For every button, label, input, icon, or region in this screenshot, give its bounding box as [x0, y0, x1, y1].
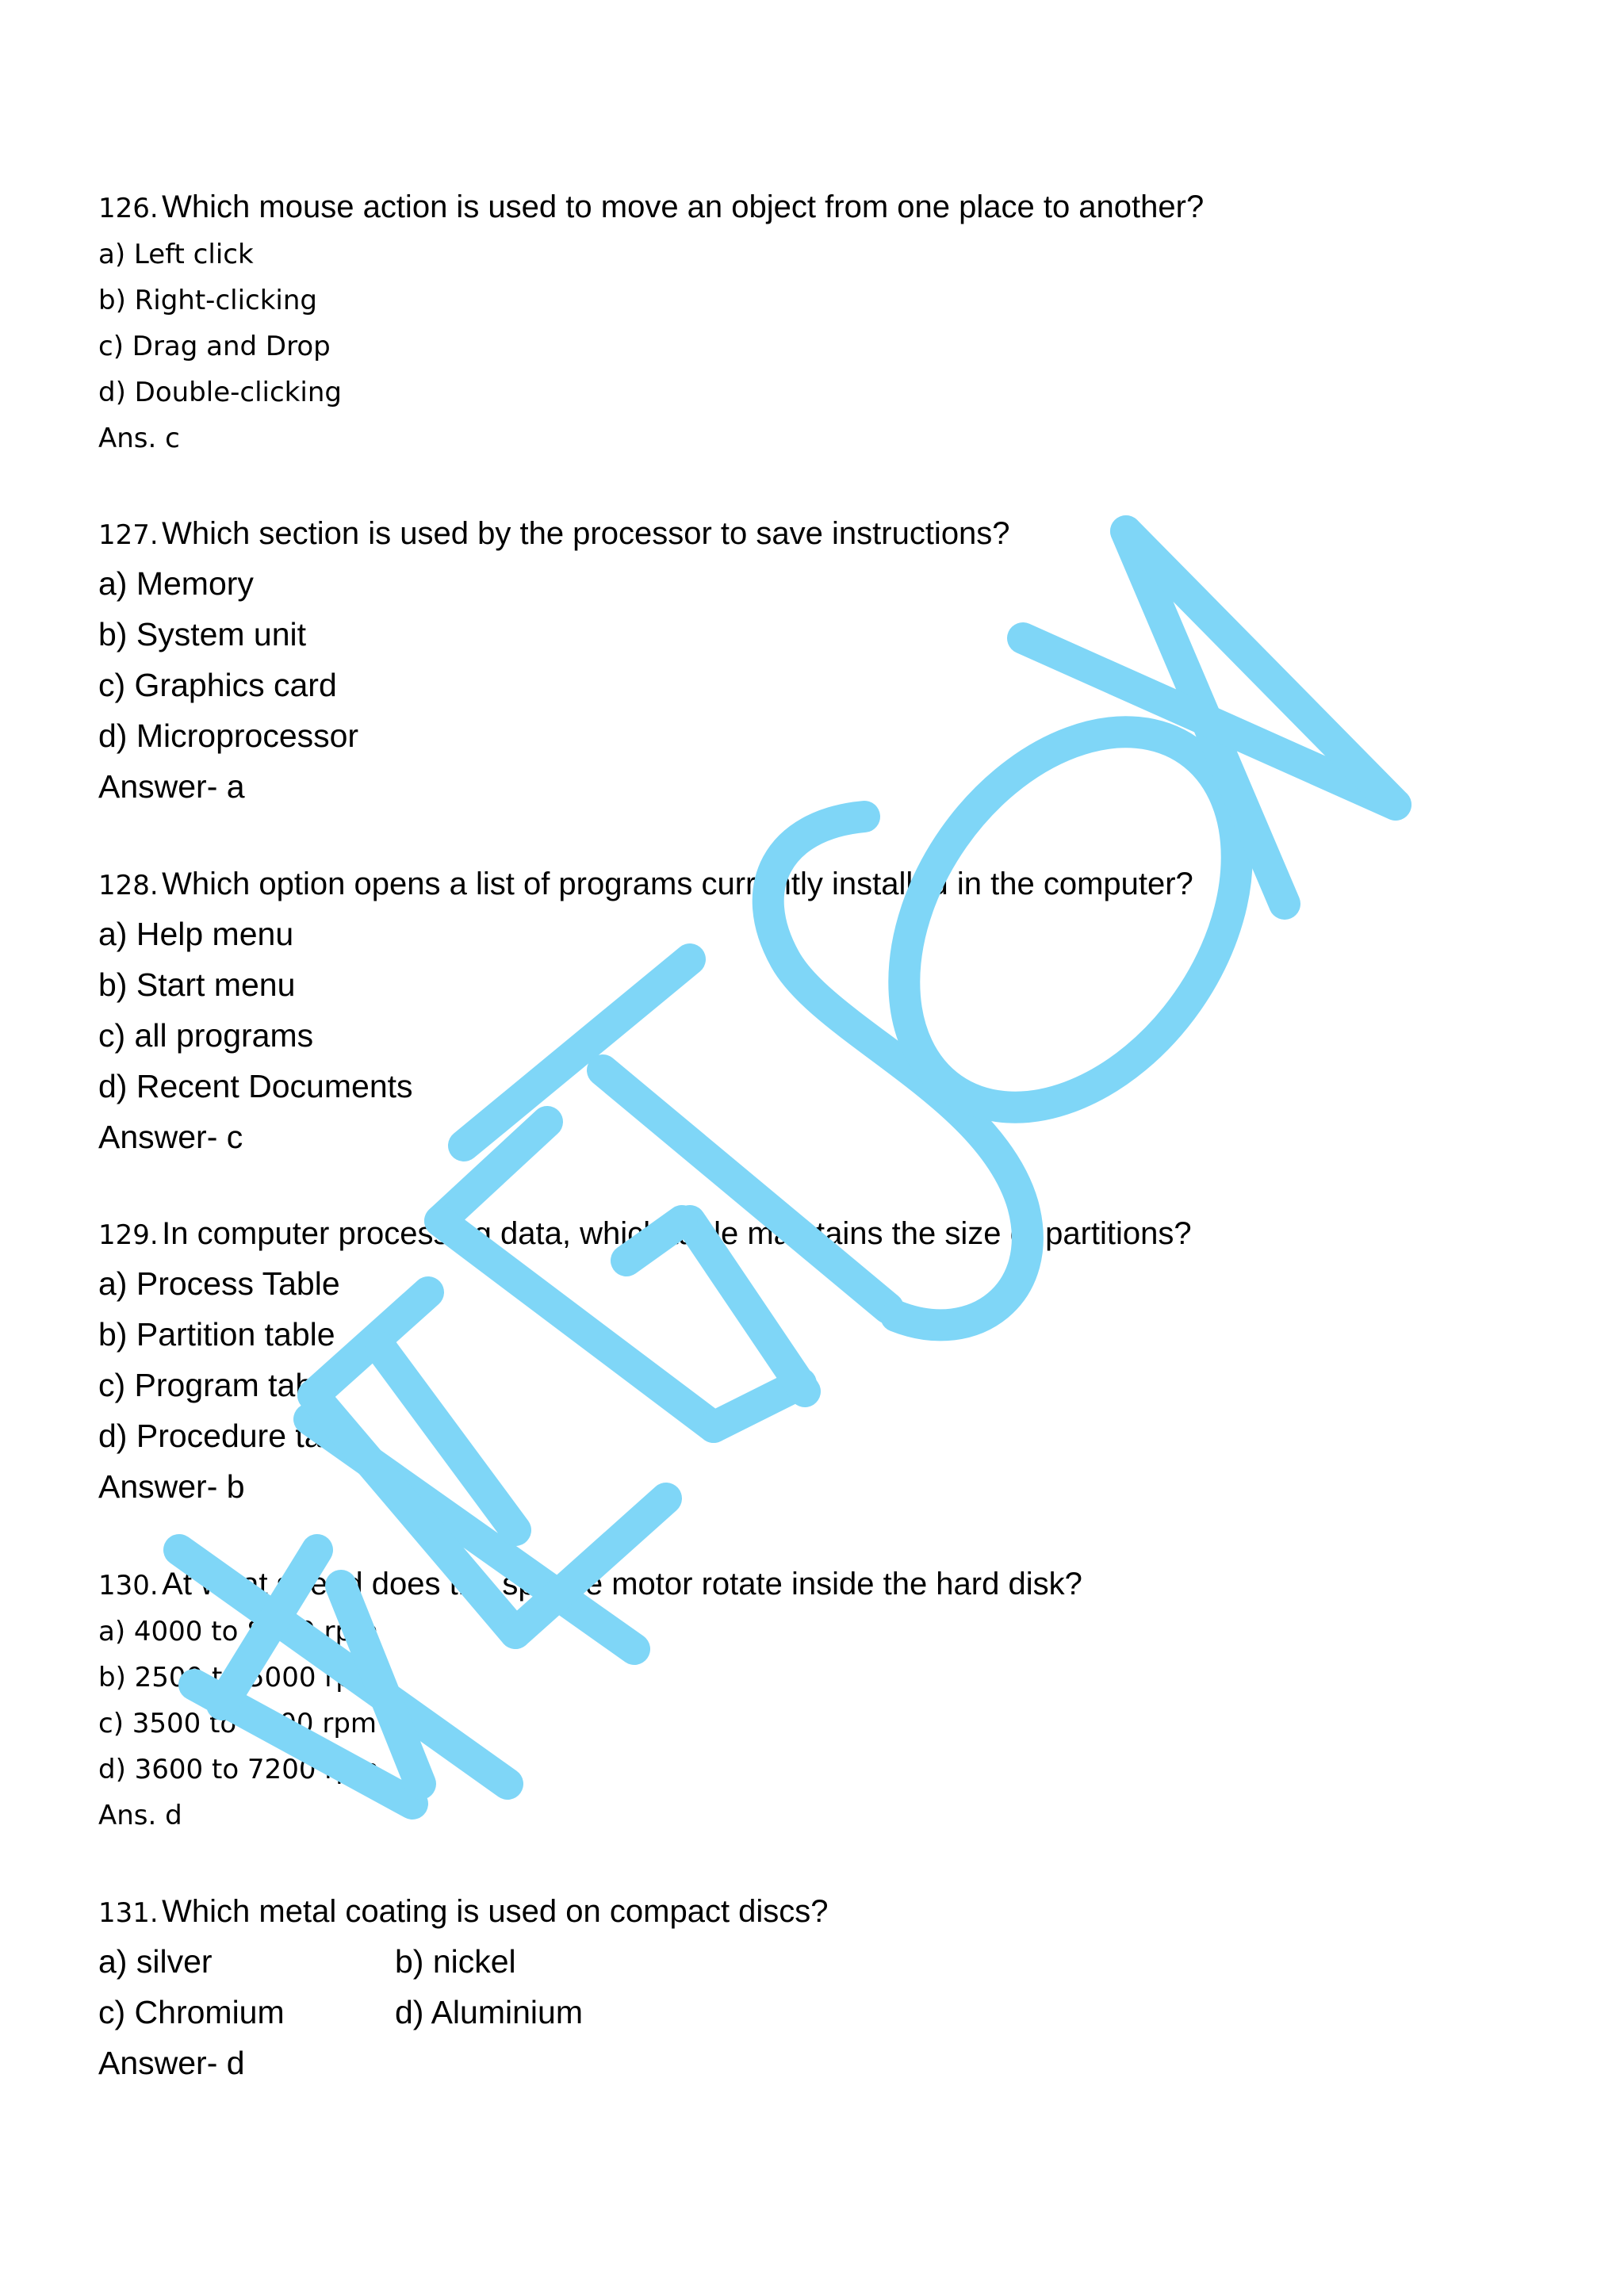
question-text: In computer processing data, which table maintains the size of partitions? — [162, 1216, 1192, 1251]
answer: Ans. d — [98, 1800, 182, 1831]
question-text: At what speed does the spindle motor rotate inside the hard disk? — [162, 1567, 1082, 1601]
question-text: Which option opens a list of programs currently installed in the computer? — [162, 867, 1193, 901]
question-127 — [98, 509, 1510, 812]
option-b: b) nickel — [395, 1943, 516, 1980]
option-d: d) Recent Documents — [98, 1068, 413, 1104]
option-c: c) Chromium — [98, 1994, 285, 2030]
question-number: 127. — [98, 519, 159, 551]
option-b: b) Right-clicking — [98, 285, 318, 316]
answer: Ans. c — [98, 423, 180, 454]
question-number: 130. — [98, 1570, 159, 1601]
options-row-1 — [98, 1936, 1510, 1987]
option-b: b) System unit — [98, 616, 307, 652]
question-128 — [98, 859, 1510, 1162]
question-number: 128. — [98, 870, 159, 901]
option-d: d) 3600 to 7200 rpm — [98, 1754, 379, 1785]
answer: Answer- a — [98, 768, 245, 805]
option-d: d) Microprocessor — [98, 718, 359, 754]
option-d: d) Double-clicking — [98, 377, 342, 408]
answer: Answer- c — [98, 1119, 243, 1155]
question-number: 129. — [98, 1219, 159, 1251]
question-129 — [98, 1209, 1510, 1512]
option-a: a) 4000 to 8000 rpm — [98, 1616, 379, 1647]
option-c: c) Program table — [98, 1367, 339, 1403]
answer: Answer- d — [98, 2045, 245, 2081]
option-a: a) Memory — [98, 565, 254, 602]
option-c: c) Graphics card — [98, 667, 337, 703]
option-d: d) Aluminium — [395, 1994, 583, 2030]
option-c: c) 3500 to 6000 rpm — [98, 1708, 377, 1739]
option-a: a) Left click — [98, 239, 254, 270]
answer: Answer- b — [98, 1468, 245, 1505]
question-number: 131. — [98, 1897, 159, 1929]
option-b: b) Partition table — [98, 1316, 335, 1353]
question-number: 126. — [98, 193, 159, 224]
option-a: a) silver — [98, 1943, 213, 1980]
options-row-2 — [98, 1987, 1510, 2038]
question-126 — [98, 182, 1510, 461]
question-text: Which mouse action is used to move an object from one place to another? — [162, 189, 1205, 224]
question-131 — [98, 1887, 1510, 2088]
option-b: b) Start menu — [98, 966, 296, 1003]
question-130 — [98, 1559, 1510, 1839]
option-a: a) Help menu — [98, 916, 294, 952]
question-text: Which section is used by the processor to save instructions? — [162, 516, 1010, 551]
option-d: d) Procedure table — [98, 1418, 366, 1454]
question-text: Which metal coating is used on compact discs? — [162, 1894, 829, 1929]
option-b: b) 2500 to 5000 rpm — [98, 1662, 379, 1693]
option-c: c) Drag and Drop — [98, 331, 331, 362]
option-a: a) Process Table — [98, 1265, 340, 1302]
option-c: c) all programs — [98, 1017, 314, 1054]
